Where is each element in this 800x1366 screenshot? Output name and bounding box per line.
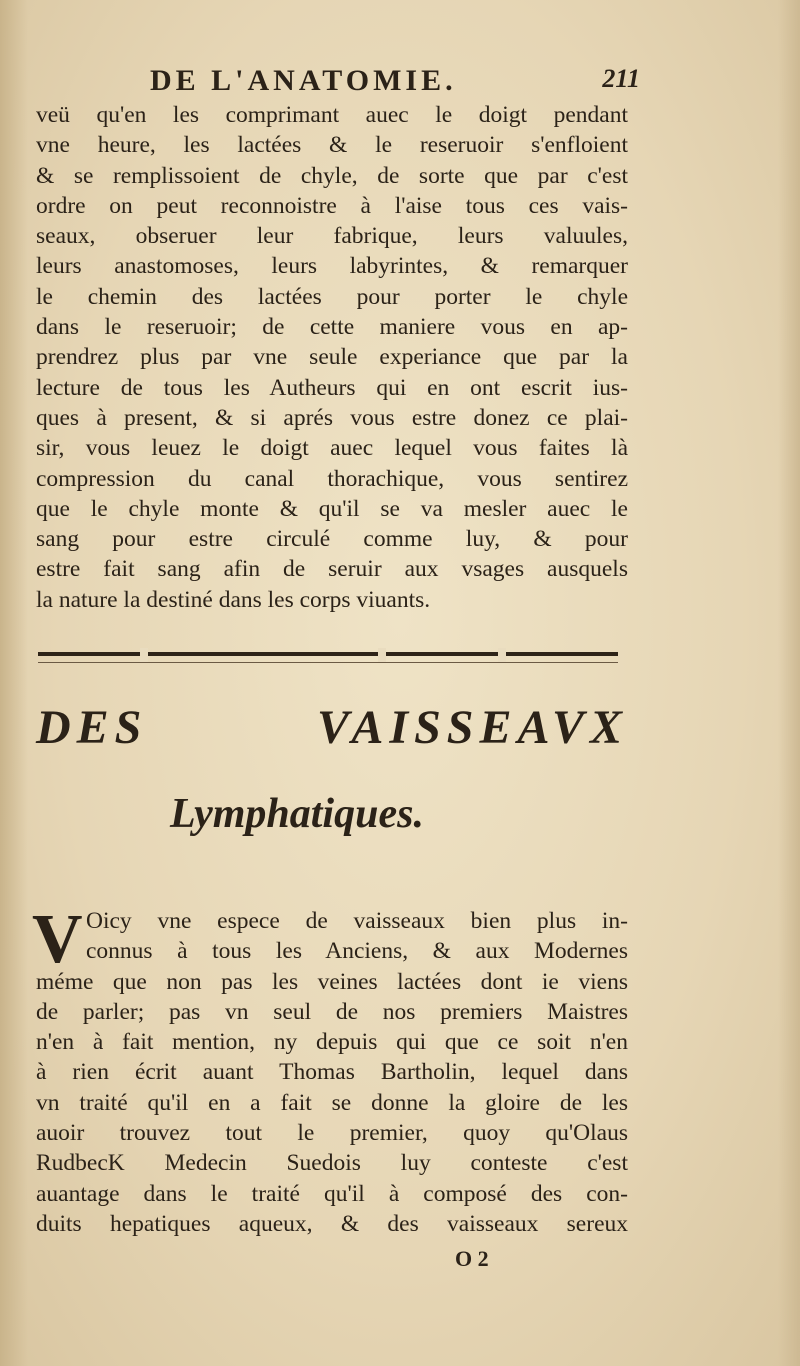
running-title: DE L'ANATOMIE. <box>150 64 457 97</box>
text-line: prendrez plus par vne seule experiance que par la <box>36 344 628 371</box>
text-line: leurs anastomoses, leurs labyrintes, & remarquer <box>36 253 628 280</box>
page-number: 211 <box>602 64 640 93</box>
rule-break <box>140 648 148 662</box>
text-line: auoir trouvez tout le premier, quoy qu'Olaus <box>36 1120 628 1147</box>
rule-break <box>378 648 386 662</box>
text-line: Oicy vne espece de vaisseaux bien plus in- <box>86 908 628 934</box>
text-line: seaux, obseruer leur fabrique, leurs valuules, <box>36 223 628 250</box>
text-line: auantage dans le traité qu'il à composé des con- <box>36 1180 628 1207</box>
section-subtitle: Lymphatiques. <box>170 791 424 837</box>
text-line: connus à tous les Anciens, & aux Modernes <box>86 938 628 965</box>
text-line: ordre on peut reconnoistre à l'aise tous ces vais- <box>36 192 628 219</box>
text-line: de parler; pas vn seul de nos premiers Maistres <box>36 998 628 1025</box>
paragraph-1 <box>36 100 628 615</box>
text-line: sir, vous leuez le doigt auec lequel vous faites là <box>36 435 628 462</box>
text-line: que le chyle monte & qu'il se va mesler auec le <box>36 495 628 522</box>
paragraph-2 <box>36 906 628 1239</box>
drop-cap: V <box>32 901 83 978</box>
text-line: n'en à fait mention, ny depuis qui que ce soit n'en <box>36 1029 628 1056</box>
section-title-word: VAISSEAVX <box>316 701 628 754</box>
text-line: méme que non pas les veines lactées dont ie viens <box>36 968 628 995</box>
text-line: ques à present, & si aprés vous estre donez ce plai- <box>36 404 628 431</box>
section-title <box>36 700 628 755</box>
text-line: compression du canal thorachique, vous sentirez <box>36 465 628 492</box>
rule-break <box>498 648 506 662</box>
text-line: la nature la destiné dans les corps viuants. <box>36 586 431 613</box>
text-line: vn traité qu'il en a fait se donne la gloire de les <box>36 1089 628 1116</box>
text-line: vne heure, les lactées & le reseruoir s'enfloient <box>36 132 628 159</box>
text-line: le chemin des lactées pour porter le chyle <box>36 283 628 310</box>
text-line: dans le reseruoir; de cette maniere vous en ap- <box>36 314 628 341</box>
text-line: RudbecK Medecin Suedois luy conteste c'est <box>36 1150 628 1177</box>
signature-mark: O 2 <box>455 1246 489 1271</box>
section-title-word: DES <box>36 701 148 754</box>
text-line: à rien écrit auant Thomas Bartholin, lequel dans <box>36 1059 628 1086</box>
text-line: veü qu'en les comprimant auec le doigt pendant <box>36 102 628 128</box>
page-edge-shadow-left <box>0 0 28 1366</box>
running-head <box>150 64 640 104</box>
text-line: & se remplissoient de chyle, de sorte que par c'est <box>36 162 628 189</box>
page-edge-shadow-right <box>778 0 800 1366</box>
section-divider-rule <box>38 652 618 663</box>
text-line: lecture de tous les Autheurs qui en ont escrit ius- <box>36 374 628 401</box>
text-line: duits hepatiques aqueux, & des vaisseaux sereux <box>36 1210 628 1237</box>
text-line: estre fait sang afin de seruir aux vsages ausquels <box>36 556 628 583</box>
text-line: sang pour estre circulé comme luy, & pour <box>36 526 628 553</box>
